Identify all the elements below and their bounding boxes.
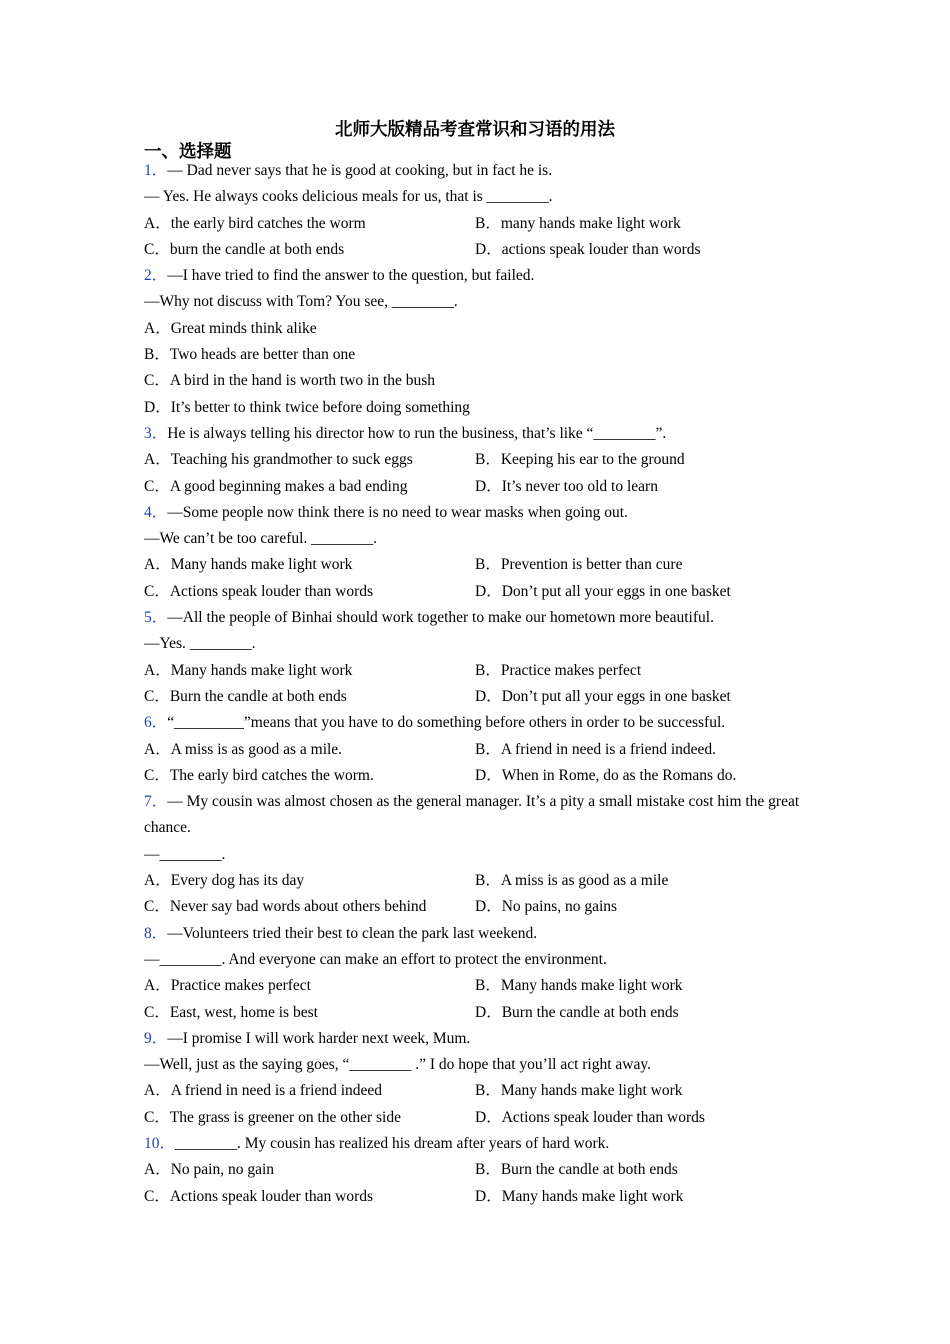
answer-option (475, 474, 806, 500)
option-row (144, 1157, 804, 1183)
question-item (144, 921, 804, 1026)
option-text: Actions speak louder than words (501, 1108, 705, 1126)
option-text: Never say bad words about others behind (169, 898, 427, 916)
question-text: —Volunteers tried their best to clean the park last weekend. (167, 924, 538, 942)
option-text: Two heads are better than one (169, 346, 356, 364)
answer-option (475, 973, 806, 999)
question-text: —All the people of Binhai should work together to make our hometown more beautiful. (167, 609, 714, 627)
section-heading: 一、选择题 (144, 142, 232, 162)
answer-option (144, 894, 475, 920)
question-item (144, 710, 804, 789)
answer-option (475, 658, 806, 684)
option-text: Many hands make light work (500, 1082, 683, 1100)
option-label: A． (144, 1082, 171, 1100)
option-text: Great minds think alike (170, 319, 317, 337)
answer-option (144, 474, 475, 500)
question-text: —Some people now think there is no need to wear masks when going out. (167, 503, 628, 521)
question-list (144, 158, 804, 1210)
option-row (144, 658, 804, 684)
option-label: C． (144, 687, 170, 705)
option-label: B． (475, 214, 501, 232)
dialogue-line: —________. And everyone can make an effort to protect the environment. (144, 950, 607, 968)
question-item (144, 421, 804, 500)
answer-option (475, 1000, 806, 1026)
option-text: A good beginning makes a bad ending (169, 477, 408, 495)
question-number: 4． (144, 503, 168, 521)
option-label: C． (144, 1003, 170, 1021)
question-stem (144, 158, 804, 184)
option-text: Practice makes perfect (500, 661, 642, 679)
option-text: Prevention is better than cure (500, 556, 683, 574)
answer-option (475, 237, 806, 263)
option-text: Many hands make light work (170, 661, 353, 679)
answer-option (144, 342, 355, 368)
option-text: the early bird catches the worm (170, 214, 366, 232)
question-number: 9． (144, 1029, 168, 1047)
option-text: When in Rome, do as the Romans do. (501, 766, 737, 784)
answer-option (144, 1105, 475, 1131)
option-label: A． (144, 451, 171, 469)
question-number: 10． (144, 1134, 176, 1152)
option-label: A． (144, 319, 171, 337)
option-row (144, 1105, 804, 1131)
question-number: 3． (144, 424, 168, 442)
question-number: 1． (144, 162, 168, 179)
answer-option (475, 763, 806, 789)
option-text: Burn the candle at both ends (169, 687, 347, 705)
option-text: East, west, home is best (169, 1003, 318, 1021)
answer-option (475, 1078, 806, 1104)
option-text: A friend in need is a friend indeed. (500, 740, 717, 758)
option-text: Burn the candle at both ends (501, 1003, 679, 1021)
dialogue-line: —We can’t be too careful. ________. (144, 530, 378, 548)
option-row (144, 395, 804, 421)
option-row (144, 763, 804, 789)
option-row (144, 973, 804, 999)
option-label: B． (475, 1082, 501, 1100)
option-row (144, 1078, 804, 1104)
option-text: A miss is as good as a mile. (170, 740, 343, 758)
question-number: 2． (144, 267, 168, 285)
option-label: B． (475, 1161, 501, 1179)
answer-option (475, 684, 806, 710)
answer-option (475, 579, 806, 605)
option-row (144, 1184, 804, 1210)
answer-option (475, 211, 806, 237)
option-label: D． (144, 398, 171, 416)
option-label: B． (475, 451, 501, 469)
option-label: B． (475, 872, 501, 890)
option-text: It’s never too old to learn (501, 477, 658, 495)
question-text: — My cousin was almost chosen as the general manager. It’s a pity a small mistake cost him the great chance. (144, 793, 800, 837)
option-label: C． (144, 766, 170, 784)
answer-option (475, 737, 806, 763)
option-text: burn the candle at both ends (169, 240, 345, 258)
option-row (144, 894, 804, 920)
answer-option (144, 395, 470, 421)
answer-option (144, 868, 475, 894)
option-label: C． (144, 582, 170, 600)
option-text: A miss is as good as a mile (500, 872, 669, 890)
option-text: Actions speak louder than words (169, 1187, 374, 1205)
question-text: “_________”means that you have to do something before others in order to be successful. (167, 714, 726, 732)
option-label: A． (144, 661, 171, 679)
answer-option (144, 973, 475, 999)
option-row (144, 1000, 804, 1026)
question-item (144, 789, 804, 920)
option-text: Practice makes perfect (170, 977, 311, 995)
option-label: C． (144, 1108, 170, 1126)
option-text: Burn the candle at both ends (500, 1161, 678, 1179)
answer-option (144, 211, 475, 237)
question-text: —I promise I will work harder next week, Mum. (167, 1029, 471, 1047)
option-label: D． (475, 477, 502, 495)
option-label: A． (144, 556, 171, 574)
option-label: B． (475, 740, 501, 758)
option-row (144, 211, 804, 237)
question-item (144, 263, 804, 421)
question-stem (144, 921, 804, 947)
answer-option (144, 237, 475, 263)
option-row (144, 316, 804, 342)
option-text: Every dog has its day (170, 872, 305, 890)
option-text: many hands make light work (500, 214, 681, 232)
answer-option (475, 552, 806, 578)
answer-option (144, 763, 475, 789)
question-text: — Dad never says that he is good at cooking, but in fact he is. (167, 162, 553, 179)
question-stem (144, 789, 804, 842)
page-title: 北师大版精品考查常识和习语的用法 (335, 120, 615, 140)
option-text: No pains, no gains (501, 898, 618, 916)
option-row (144, 737, 804, 763)
option-text: The early bird catches the worm. (169, 766, 374, 784)
option-label: D． (475, 687, 502, 705)
answer-option (144, 579, 475, 605)
option-text: A friend in need is a friend indeed (170, 1082, 383, 1100)
question-item (144, 158, 804, 263)
option-text: Keeping his ear to the ground (500, 451, 685, 469)
answer-option (144, 1000, 475, 1026)
option-label: A． (144, 740, 171, 758)
dialogue-line: — Yes. He always cooks delicious meals for us, that is ________. (144, 188, 553, 206)
option-row (144, 684, 804, 710)
question-stem (144, 263, 804, 289)
answer-option (144, 552, 475, 578)
answer-option (144, 658, 475, 684)
option-text: Teaching his grandmother to suck eggs (170, 451, 413, 469)
option-label: D． (475, 240, 502, 258)
answer-option (475, 1105, 806, 1131)
question-item (144, 1131, 804, 1210)
option-label: B． (475, 556, 501, 574)
question-stem (144, 605, 804, 631)
option-label: A． (144, 1161, 171, 1179)
question-item (144, 500, 804, 605)
answer-option (144, 447, 475, 473)
option-label: D． (475, 1187, 502, 1205)
question-stem (144, 421, 804, 447)
option-label: D． (475, 1003, 502, 1021)
option-label: C． (144, 898, 170, 916)
dialogue-line: —Why not discuss with Tom? You see, ________. (144, 293, 458, 311)
dialogue-line: —Yes. ________. (144, 635, 256, 653)
answer-option (144, 1157, 475, 1183)
option-row (144, 552, 804, 578)
option-label: C． (144, 1187, 170, 1205)
option-text: Many hands make light work (500, 977, 683, 995)
question-item (144, 1026, 804, 1131)
answer-option (144, 368, 435, 394)
answer-option (144, 1078, 475, 1104)
option-text: It’s better to think twice before doing something (170, 398, 470, 416)
answer-option (144, 737, 475, 763)
question-stem (144, 710, 804, 736)
question-text: —I have tried to find the answer to the question, but failed. (167, 267, 535, 285)
question-number: 8． (144, 924, 168, 942)
answer-option (144, 684, 475, 710)
answer-option (144, 1184, 475, 1210)
option-label: A． (144, 872, 171, 890)
option-label: B． (144, 346, 170, 364)
option-text: A bird in the hand is worth two in the bush (169, 372, 436, 390)
question-text: He is always telling his director how to run the business, that’s like “________”. (167, 424, 667, 442)
option-text: Don’t put all your eggs in one basket (501, 582, 731, 600)
option-label: A． (144, 977, 171, 995)
option-row (144, 342, 804, 368)
question-text: ________. My cousin has realized his dream after years of hard work. (175, 1134, 610, 1152)
answer-option (144, 316, 317, 342)
question-stem (144, 500, 804, 526)
answer-option (475, 1184, 806, 1210)
answer-option (475, 1157, 806, 1183)
question-number: 6． (144, 714, 168, 732)
option-label: D． (475, 898, 502, 916)
option-text: The grass is greener on the other side (169, 1108, 401, 1126)
question-number: 7． (144, 793, 168, 811)
option-label: C． (144, 372, 170, 390)
question-stem (144, 1026, 804, 1052)
answer-option (475, 868, 806, 894)
option-row (144, 474, 804, 500)
answer-option (475, 447, 806, 473)
option-row (144, 237, 804, 263)
option-row (144, 368, 804, 394)
option-text: actions speak louder than words (501, 240, 701, 258)
option-label: B． (475, 661, 501, 679)
option-label: D． (475, 766, 502, 784)
option-label: B． (475, 977, 501, 995)
option-label: D． (475, 1108, 502, 1126)
option-row (144, 447, 804, 473)
question-item (144, 605, 804, 710)
option-label: C． (144, 477, 170, 495)
dialogue-line: —________. (144, 845, 226, 863)
option-row (144, 868, 804, 894)
option-row (144, 579, 804, 605)
option-text: No pain, no gain (170, 1161, 275, 1179)
option-text: Actions speak louder than words (169, 582, 374, 600)
option-label: A． (144, 214, 171, 232)
dialogue-line: —Well, just as the saying goes, “________ .” I do hope that you’ll act right away. (144, 1056, 651, 1074)
question-stem (144, 1131, 804, 1157)
option-label: D． (475, 582, 502, 600)
question-number: 5． (144, 609, 168, 627)
option-text: Many hands make light work (170, 556, 353, 574)
answer-option (475, 894, 806, 920)
option-label: C． (144, 240, 170, 258)
option-text: Don’t put all your eggs in one basket (501, 687, 731, 705)
option-text: Many hands make light work (501, 1187, 684, 1205)
